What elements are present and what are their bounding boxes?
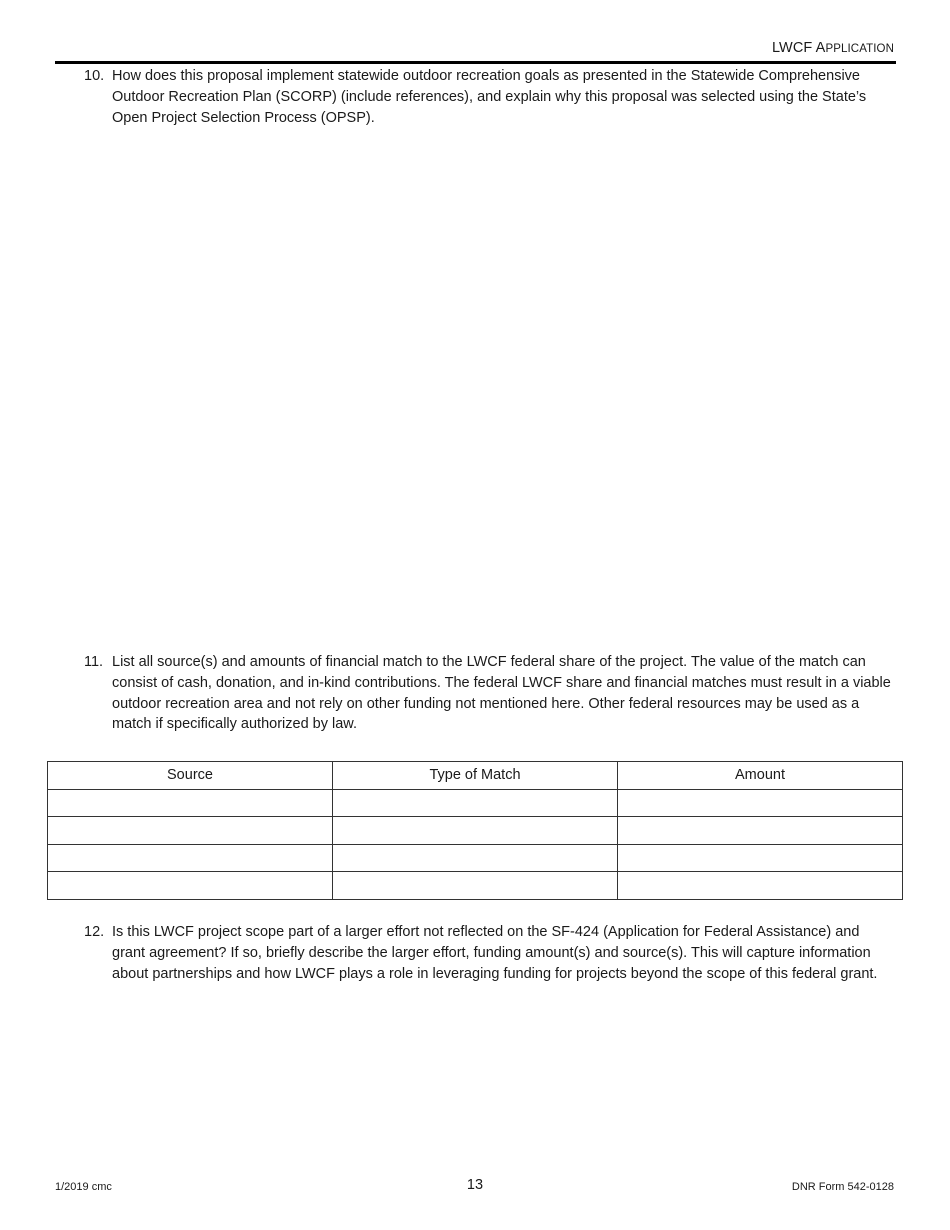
type-of-match-cell[interactable]	[333, 872, 618, 900]
type-of-match-cell[interactable]	[333, 844, 618, 872]
question-number: 12.	[84, 924, 105, 940]
question-text: Is this LWCF project scope part of a larger effort not reflected on the SF-424 (Application for Federal Assistance) and grant agreement? If so, briefly describe the larger effort, funding amount(s) and source(s). This will capture information about partnerships and how LWCF plays a role in leveraging funding for projects beyond the scope of this federal grant.	[112, 924, 878, 982]
question-11	[84, 652, 894, 735]
column-header-source: Source	[48, 762, 333, 790]
header-rule	[55, 61, 896, 64]
question-12	[84, 922, 894, 984]
footer-date-code: 1/2019 cmc	[55, 1181, 112, 1193]
footer-form-id: DNR Form 542-0128	[791, 1181, 894, 1193]
running-header-smallcaps: PPLICATION	[825, 43, 894, 55]
amount-cell[interactable]	[618, 789, 903, 817]
page-number: 13	[466, 1177, 484, 1193]
amount-cell[interactable]	[618, 817, 903, 845]
source-cell[interactable]	[48, 844, 333, 872]
column-header-type-of-match: Type of Match	[333, 762, 618, 790]
running-header-lead: LWCF A	[771, 40, 826, 56]
question-10	[84, 66, 894, 128]
running-header-title	[772, 40, 894, 56]
type-of-match-cell[interactable]	[333, 817, 618, 845]
source-cell[interactable]	[48, 872, 333, 900]
question-text: How does this proposal implement statewide outdoor recreation goals as presented in the Statewide Comprehensive Outdoor Recreation Plan (SCORP) (include references), and explain why this proposal was selected using the State’s Open Project Selection Process (OPSP).	[112, 68, 867, 126]
table-header-row	[48, 762, 903, 790]
source-cell[interactable]	[48, 817, 333, 845]
question-text: List all source(s) and amounts of financial match to the LWCF federal share of the project. The value of the match can consist of cash, donation, and in-kind contributions. The federal LWCF share and financial matches must result in a viable outdoor recreation area and not rely on other funding not mentioned here. Other federal resources may be used as a match if specifically authorized by law.	[112, 654, 891, 733]
table-row	[48, 817, 903, 845]
table-row	[48, 789, 903, 817]
question-number: 11.	[84, 654, 104, 670]
financial-match-table	[47, 761, 903, 900]
source-cell[interactable]	[48, 789, 333, 817]
table-row	[48, 872, 903, 900]
amount-cell[interactable]	[618, 844, 903, 872]
column-header-amount: Amount	[618, 762, 903, 790]
type-of-match-cell[interactable]	[333, 789, 618, 817]
table-row	[48, 844, 903, 872]
question-number: 10.	[84, 68, 105, 84]
amount-cell[interactable]	[618, 872, 903, 900]
